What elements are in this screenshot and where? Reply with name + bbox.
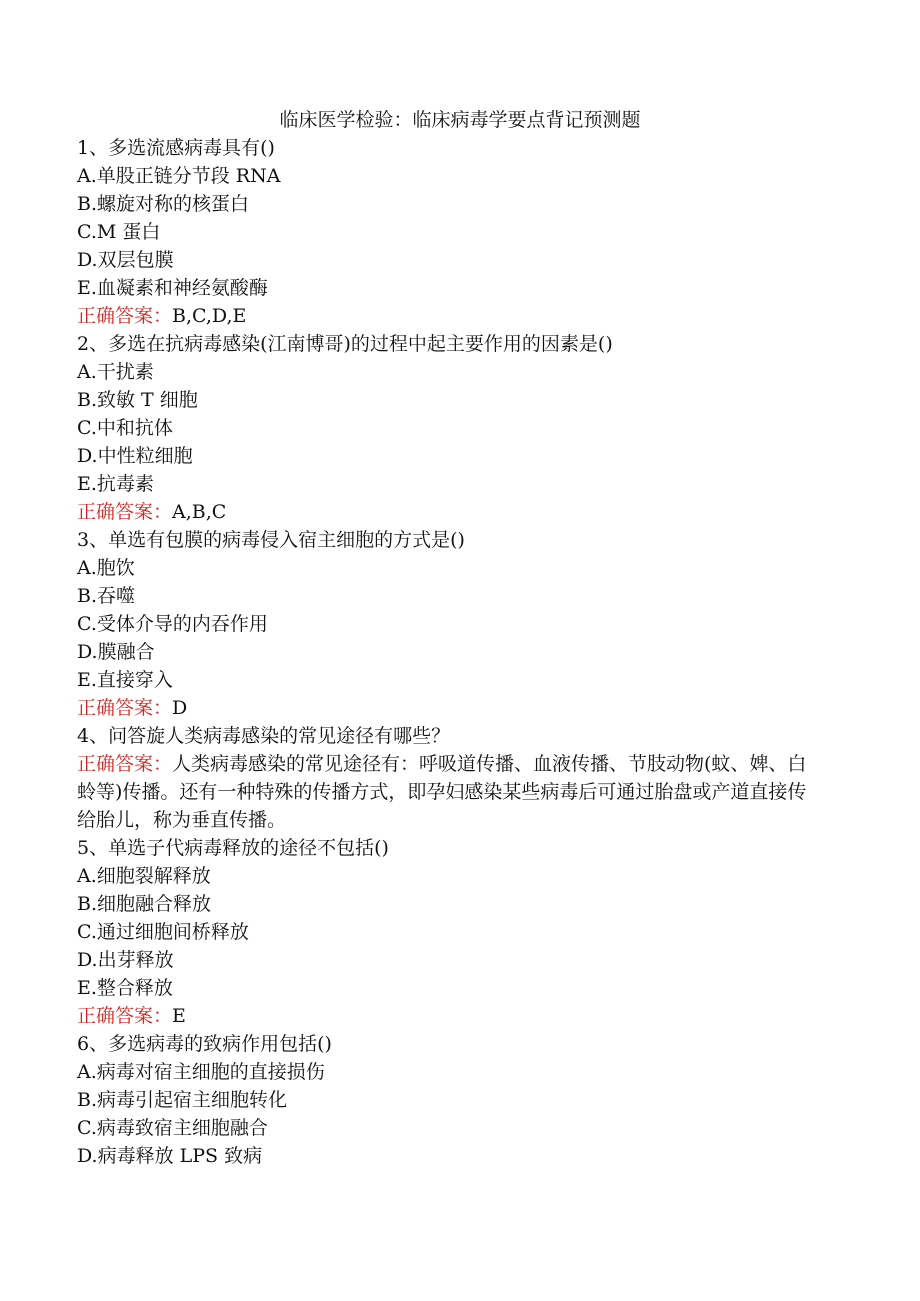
answer-value: D	[172, 697, 188, 719]
document-title: 临床医学检验：临床病毒学要点背记预测题	[279, 109, 641, 131]
answer-row	[77, 1002, 837, 1030]
question-option: E.整合释放	[77, 977, 173, 999]
question-option: D.膜融合	[77, 641, 155, 663]
question-option: A.细胞裂解释放	[77, 865, 211, 887]
question-option: D.病毒释放 LPS 致病	[77, 1145, 263, 1167]
answer-label: 正确答案：	[77, 1005, 173, 1027]
question-option: C.受体介导的内吞作用	[77, 613, 268, 635]
question-stem: 3、单选有包膜的病毒侵入宿主细胞的方式是()	[77, 529, 465, 551]
question-option: D.双层包膜	[77, 249, 174, 271]
question-option: D.出芽释放	[77, 949, 174, 971]
question-item	[77, 834, 837, 1030]
question-item	[77, 722, 837, 834]
question-item	[77, 330, 837, 526]
question-option: C.中和抗体	[77, 417, 173, 439]
answer-value: E	[172, 1005, 186, 1027]
answer-value: A,B,C	[172, 501, 227, 523]
answer-row	[77, 498, 837, 526]
question-stem: 2、多选在抗病毒感染(江南博哥)的过程中起主要作用的因素是()	[77, 333, 613, 355]
question-option: B.致敏 T 细胞	[77, 389, 198, 411]
question-option: D.中性粒细胞	[77, 445, 193, 467]
question-option: E.直接穿入	[77, 669, 173, 691]
question-option: B.螺旋对称的核蛋白	[77, 193, 250, 215]
question-item	[77, 1030, 837, 1170]
answer-label: 正确答案：	[77, 305, 173, 327]
answer-value: 人类病毒感染的常见途径有：呼吸道传播、血液传播、节肢动物(蚊、婢、白蛉等)传播。还有一种特殊的传播方式，即孕妇感染某些病毒后可通过胎盘或产道直接传给胎儿，称为垂直传播。	[77, 753, 807, 831]
question-option: B.细胞融合释放	[77, 893, 212, 915]
question-option: A.干扰素	[77, 361, 154, 383]
question-list	[77, 134, 837, 1170]
question-item	[77, 134, 837, 330]
answer-paragraph	[77, 750, 822, 834]
question-option: C.病毒致宿主细胞融合	[77, 1117, 268, 1139]
answer-row	[77, 694, 837, 722]
question-option: A.胞饮	[77, 557, 135, 579]
question-stem: 6、多选病毒的致病作用包括()	[77, 1033, 332, 1055]
question-option: B.病毒引起宿主细胞转化	[77, 1089, 288, 1111]
answer-label: 正确答案：	[77, 753, 173, 775]
question-stem: 4、问答旋人类病毒感染的常见途径有哪些？	[77, 725, 451, 747]
answer-label: 正确答案：	[77, 501, 173, 523]
question-stem: 5、单选子代病毒释放的途径不包括()	[77, 837, 389, 859]
answer-row	[77, 302, 837, 330]
question-option: E.血凝素和神经氨酸酶	[77, 277, 268, 299]
question-option: E.抗毒素	[77, 473, 154, 495]
question-option: B.吞噬	[77, 585, 136, 607]
question-item	[77, 526, 837, 722]
question-option: C.M 蛋白	[77, 221, 161, 243]
question-option: C.通过细胞间桥释放	[77, 921, 249, 943]
answer-label: 正确答案：	[77, 697, 173, 719]
question-option: A.病毒对宿主细胞的直接损伤	[77, 1061, 325, 1083]
question-stem: 1、多选流感病毒具有()	[77, 137, 275, 159]
answer-value: B,C,D,E	[172, 305, 247, 327]
question-option: A.单股正链分节段 RNA	[77, 165, 281, 187]
